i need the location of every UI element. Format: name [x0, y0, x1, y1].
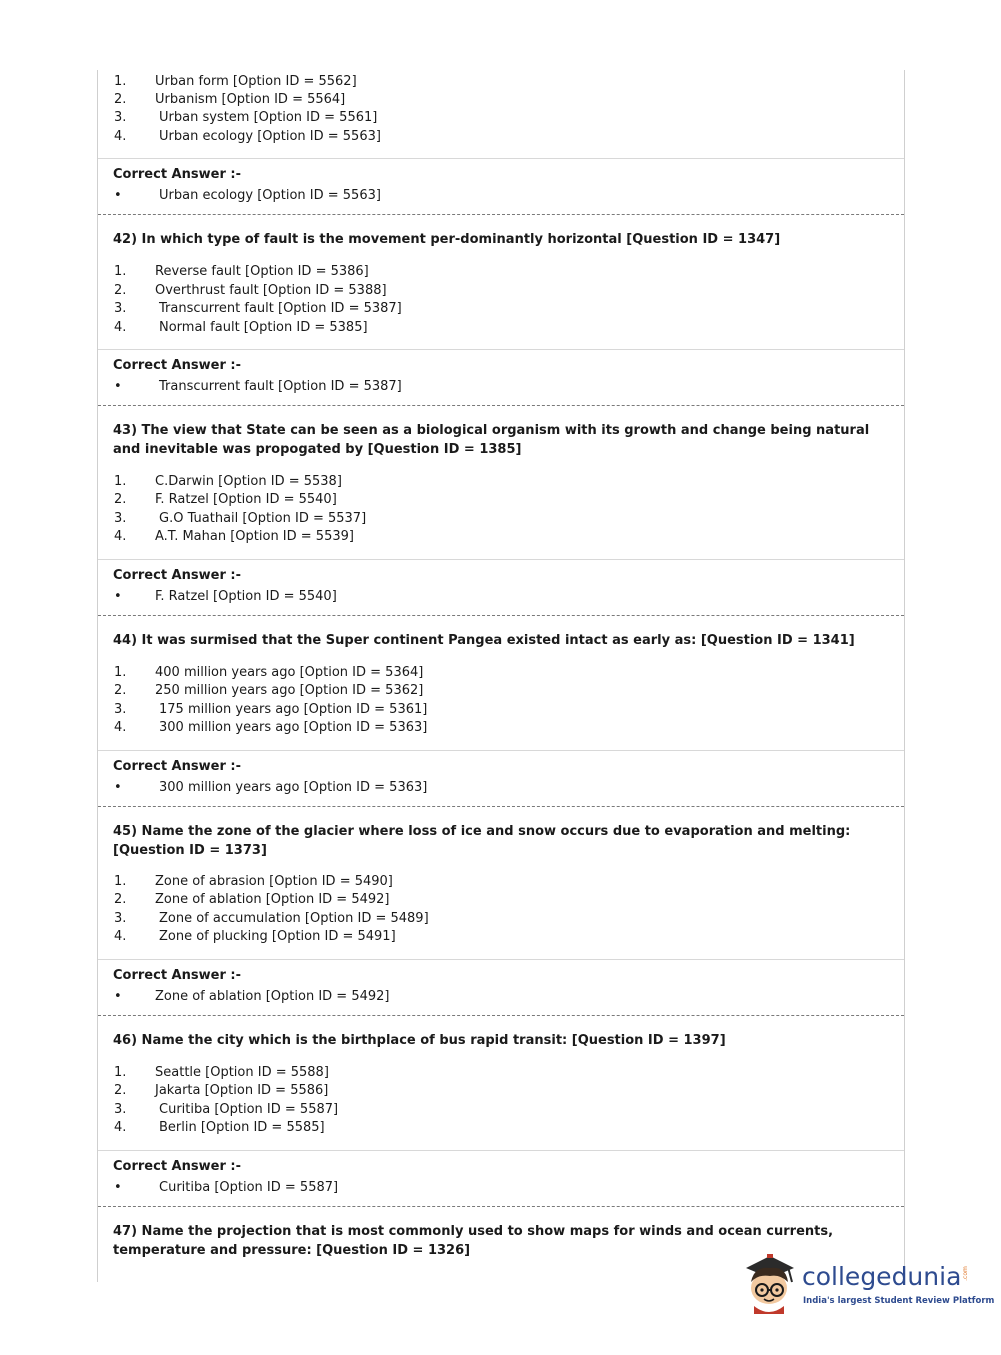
option-text: Seattle [Option ID = 5588]	[155, 1065, 329, 1080]
divider	[98, 158, 904, 159]
option-text: Zone of abrasion [Option ID = 5490]	[155, 874, 393, 889]
option-text: G.O Tuathail [Option ID = 5537]	[159, 511, 367, 526]
option-number: 2.	[114, 892, 127, 907]
option-text: Curitiba [Option ID = 5587]	[159, 1102, 339, 1117]
option-text: 400 million years ago [Option ID = 5364]	[155, 665, 424, 680]
option-text: 250 million years ago [Option ID = 5362]	[155, 683, 424, 698]
bullet: •	[114, 989, 122, 1004]
option-text: Transcurrent fault [Option ID = 5387]	[159, 301, 402, 316]
correct-answer-text: Zone of ablation [Option ID = 5492]	[155, 989, 390, 1004]
bullet: •	[114, 780, 122, 795]
bullet: •	[114, 589, 122, 604]
correct-answer-label: Correct Answer :-	[113, 968, 241, 983]
option-text: C.Darwin [Option ID = 5538]	[155, 474, 342, 489]
option-number: 1.	[114, 74, 127, 89]
option-number: 4.	[114, 929, 127, 944]
question-divider	[98, 405, 904, 406]
option-number: 3.	[114, 511, 127, 526]
option-text: Berlin [Option ID = 5585]	[159, 1120, 325, 1135]
option-number: 3.	[114, 1102, 127, 1117]
option-number: 2.	[114, 492, 127, 507]
question-divider	[98, 806, 904, 807]
bullet: •	[114, 188, 122, 203]
divider	[98, 349, 904, 350]
question-text: 43) The view that State can be seen as a biological organism with its growth and change being natural and inevitable was propogated by [Question ID = 1385]	[113, 423, 870, 457]
option-text: Zone of accumulation [Option ID = 5489]	[159, 911, 429, 926]
option-number: 4.	[114, 1120, 127, 1135]
divider	[98, 1150, 904, 1151]
question-divider	[98, 1015, 904, 1016]
option-number: 1.	[114, 1065, 127, 1080]
divider	[98, 959, 904, 960]
option-number: 4.	[114, 720, 127, 735]
question-text: 44) It was surmised that the Super continent Pangea existed intact as early as: [Question ID = 1341]	[113, 633, 855, 648]
option-text: 175 million years ago [Option ID = 5361]	[159, 702, 428, 717]
mascot-icon	[740, 1248, 802, 1320]
option-number: 1.	[114, 665, 127, 680]
option-text: Urban ecology [Option ID = 5563]	[159, 129, 381, 144]
divider	[98, 559, 904, 560]
option-number: 1.	[114, 874, 127, 889]
exam-page	[97, 70, 905, 1282]
question-divider	[98, 615, 904, 616]
correct-answer-text: Curitiba [Option ID = 5587]	[159, 1180, 339, 1195]
option-number: 2.	[114, 1083, 127, 1098]
question-divider	[98, 1206, 904, 1207]
option-text: Zone of plucking [Option ID = 5491]	[159, 929, 396, 944]
correct-answer-text: Transcurrent fault [Option ID = 5387]	[159, 379, 402, 394]
logo-tagline: India's largest Student Review Platform	[803, 1296, 995, 1306]
option-number: 4.	[114, 129, 127, 144]
correct-answer-label: Correct Answer :-	[113, 167, 241, 182]
question-text: 42) In which type of fault is the movement per-dominantly horizontal [Question ID = 1347]	[113, 232, 781, 247]
option-text: Normal fault [Option ID = 5385]	[159, 320, 368, 335]
question-text: 46) Name the city which is the birthplace of bus rapid transit: [Question ID = 1397]	[113, 1033, 726, 1048]
option-text: F. Ratzel [Option ID = 5540]	[155, 492, 337, 507]
question-text: 45) Name the zone of the glacier where loss of ice and snow occurs due to evaporation and melting: [Question ID = 1373]	[113, 824, 851, 858]
option-number: 3.	[114, 110, 127, 125]
option-number: 1.	[114, 474, 127, 489]
option-number: 3.	[114, 911, 127, 926]
correct-answer-label: Correct Answer :-	[113, 358, 241, 373]
option-number: 2.	[114, 283, 127, 298]
option-number: 4.	[114, 320, 127, 335]
bullet: •	[114, 379, 122, 394]
question-divider	[98, 214, 904, 215]
option-text: Urban form [Option ID = 5562]	[155, 74, 357, 89]
correct-answer-label: Correct Answer :-	[113, 1159, 241, 1174]
option-number: 4.	[114, 529, 127, 544]
option-number: 2.	[114, 92, 127, 107]
divider	[98, 750, 904, 751]
option-number: 2.	[114, 683, 127, 698]
option-number: 3.	[114, 301, 127, 316]
correct-answer-text: 300 million years ago [Option ID = 5363]	[159, 780, 428, 795]
option-text: Reverse fault [Option ID = 5386]	[155, 264, 369, 279]
collegedunia-logo	[740, 1248, 995, 1320]
bullet: •	[114, 1180, 122, 1195]
option-text: Urban system [Option ID = 5561]	[159, 110, 378, 125]
option-text: Overthrust fault [Option ID = 5388]	[155, 283, 387, 298]
question-text: 47) Name the projection that is most commonly used to show maps for winds and ocean currents, temperature and pressure: [Question ID = 1326]	[113, 1224, 834, 1258]
logo-suffix: .com	[961, 1266, 969, 1281]
option-number: 1.	[114, 264, 127, 279]
option-text: Jakarta [Option ID = 5586]	[155, 1083, 329, 1098]
option-text: Urbanism [Option ID = 5564]	[155, 92, 346, 107]
correct-answer-label: Correct Answer :-	[113, 568, 241, 583]
option-number: 3.	[114, 702, 127, 717]
logo-wordmark: collegedunia	[802, 1262, 962, 1291]
option-text: 300 million years ago [Option ID = 5363]	[159, 720, 428, 735]
option-text: A.T. Mahan [Option ID = 5539]	[155, 529, 354, 544]
correct-answer-label: Correct Answer :-	[113, 759, 241, 774]
option-text: Zone of ablation [Option ID = 5492]	[155, 892, 390, 907]
correct-answer-text: Urban ecology [Option ID = 5563]	[159, 188, 381, 203]
correct-answer-text: F. Ratzel [Option ID = 5540]	[155, 589, 337, 604]
